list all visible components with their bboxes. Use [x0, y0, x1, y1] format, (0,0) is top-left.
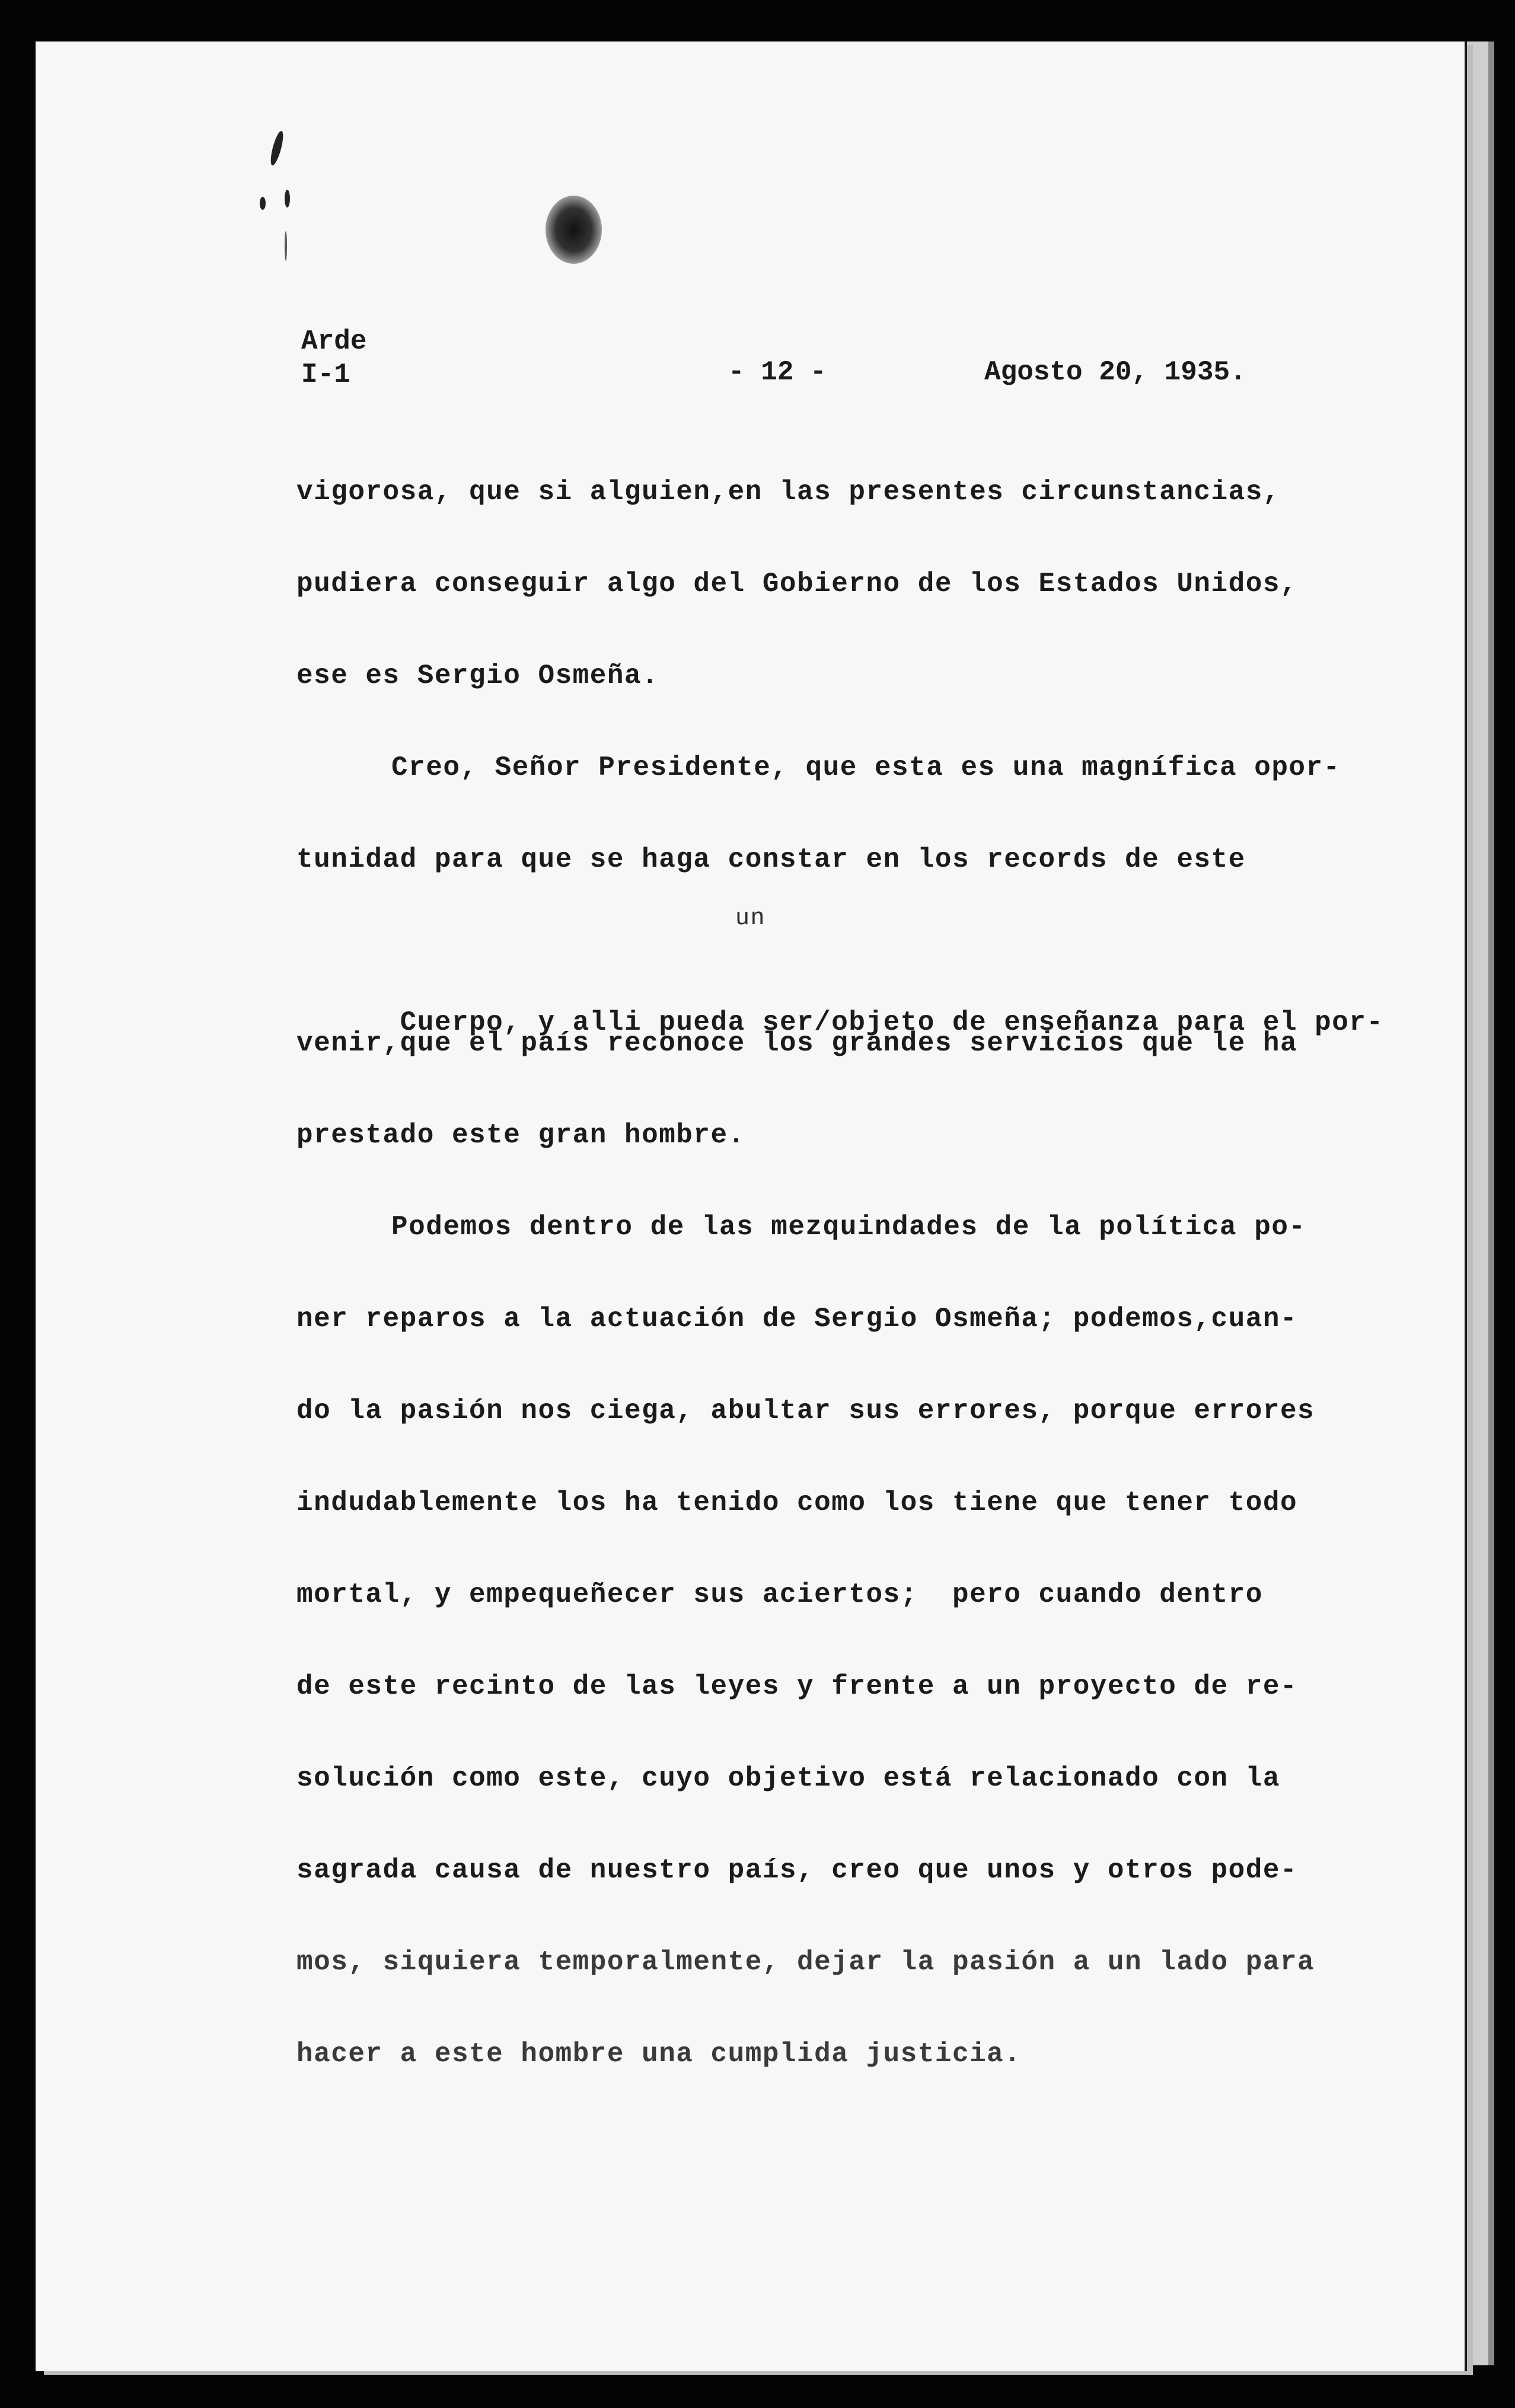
text-line: tunidad para que se haga constar en los records de este — [296, 844, 1246, 875]
text-line: solución como este, cuyo objetivo está relacionado con la — [296, 1763, 1280, 1794]
body-text — [296, 474, 1384, 2128]
text-line: mortal, y empequeñecer sus aciertos; pero cuando dentro — [296, 1579, 1263, 1610]
text-line: mos, siquiera temporalmente, dejar la pasión a un lado para — [296, 1947, 1315, 1978]
text-line: hacer a este hombre una cumplida justicia. — [296, 2039, 1022, 2070]
interlinear-insert: un — [735, 905, 766, 932]
ink-blot — [546, 196, 602, 264]
document-code-line: I-1 — [301, 359, 350, 390]
text-line: de este recinto de las leyes y frente a un proyecto de re- — [296, 1671, 1298, 1702]
text-line: Creo, Señor Presidente, que esta es una magnífica opor- — [391, 752, 1341, 783]
text-line: vigorosa, que si alguien,en las presentes circunstancias, — [296, 477, 1280, 507]
text-line: do la pasión nos ciega, abultar sus errores, porque errores — [296, 1395, 1315, 1426]
document-page — [36, 41, 1465, 2371]
text-line: pudiera conseguir algo del Gobierno de los Estados Unidos, — [296, 569, 1298, 599]
text-line: Podemos dentro de las mezquindades de la política po- — [391, 1212, 1306, 1243]
ink-mark — [268, 130, 285, 167]
document-date: Agosto 20, 1935. — [984, 357, 1246, 388]
text-line: venir,que el país reconoce los grandes servicios que le ha — [296, 1028, 1298, 1059]
text-line: prestado este gran hombre. — [296, 1120, 745, 1151]
page-number: - 12 - — [728, 357, 827, 388]
document-code-line: Arde — [301, 326, 367, 357]
text-line: sagrada causa de nuestro país, creo que unos y otros pode- — [296, 1855, 1298, 1886]
text-line: ner reparos a la actuación de Sergio Osmeña; podemos,cuan- — [296, 1304, 1298, 1334]
text-line: ese es Sergio Osmeña. — [296, 660, 659, 691]
text-line: indudablemente los ha tenido como los tiene que tener todo — [296, 1487, 1298, 1518]
document-code — [301, 325, 366, 391]
ink-mark — [285, 190, 290, 207]
ink-mark — [285, 231, 287, 261]
ink-mark — [260, 197, 266, 210]
text-line: Cuerpo, y alli pueda ser/objeto de enseñanza para el por- — [400, 1007, 1384, 1038]
text-line-with-insert — [296, 905, 1384, 1038]
